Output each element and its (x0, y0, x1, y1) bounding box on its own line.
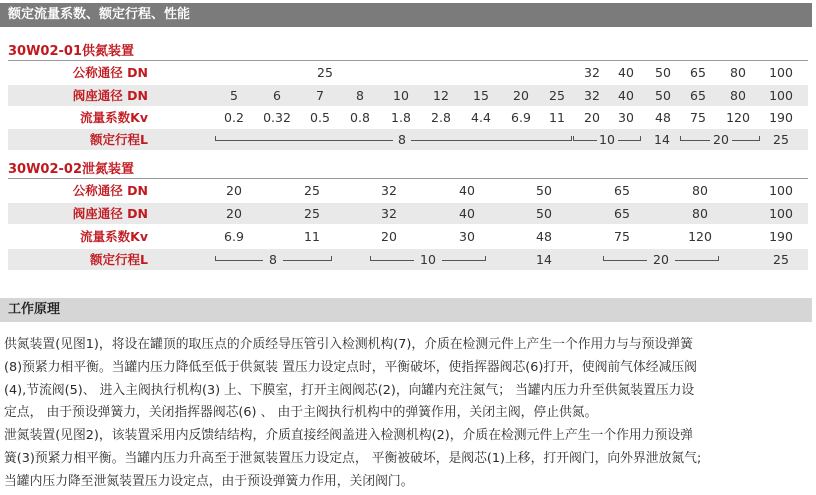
table-cell: 20 (381, 229, 397, 244)
row-label: 公称通径 DN (72, 65, 148, 80)
table-cell: 4.4 (471, 110, 491, 125)
table-cell: 80 (730, 65, 746, 80)
stroke-value: 8 (269, 252, 277, 267)
table-cell: 32 (584, 88, 600, 103)
table-cell: 25 (773, 132, 789, 147)
table-cell: 5 (230, 88, 238, 103)
row-label: 额定行程L (90, 132, 148, 147)
stroke-bracket (215, 129, 572, 150)
table-cell: 20 (513, 88, 529, 103)
table1-top-rule (8, 60, 808, 61)
table-cell: 11 (549, 110, 565, 125)
row-label: 阀座通径 DN (72, 88, 148, 103)
table2-row-seat (8, 203, 808, 224)
table-cell: 30 (459, 229, 475, 244)
table-cell: 100 (769, 88, 793, 103)
table-cell: 190 (769, 229, 793, 244)
section-header-performance: 额定流量系数、额定行程、性能 (0, 3, 812, 27)
stroke-bracket (215, 249, 332, 270)
table-cell: 120 (726, 110, 750, 125)
stroke-bracket (370, 249, 486, 270)
table-cell: 80 (692, 206, 708, 221)
table-cell: 120 (688, 229, 712, 244)
row-label: 流量系数Kv (80, 110, 148, 125)
table2-row-kv (8, 226, 808, 247)
table-cell: 40 (459, 206, 475, 221)
table-cell: 65 (614, 206, 630, 221)
table-cell: 6.9 (224, 229, 244, 244)
table2-top-rule (8, 178, 808, 179)
table-cell: 50 (536, 206, 552, 221)
table-cell: 15 (473, 88, 489, 103)
text-line: 当罐内压力降至泄氮装置压力设定点，由于预设弹簧力作用，关闭阀门。 (4, 473, 414, 489)
table-cell: 50 (536, 183, 552, 198)
table-cell: 8 (356, 88, 364, 103)
table2-row-dn (8, 180, 808, 201)
text-line: (4),节流阀(5)、 进入主阀执行机构(3) 上、下膜室，打开主阀阀芯(2)，向罐内充注氮气； 当罐内压力升至供氮装置压力设 (4, 382, 695, 398)
stroke-value: 20 (713, 132, 729, 147)
table-cell: 40 (618, 65, 634, 80)
principle-text (4, 334, 812, 494)
table-cell: 2.8 (431, 110, 451, 125)
table-cell: 50 (655, 65, 671, 80)
table-cell: 25 (304, 206, 320, 221)
text-line: 簧(3)预紧力相平衡。当罐内压力升高至于泄氮装置压力设定点， 平衡被破坏，是阀芯(1)上移，打开阀门，向外界泄放氮气; (4, 450, 702, 466)
text-line: 泄氮装置(见图2)，该装置采用内反馈结结构，介质直接经阀盖进入检测机构(2)，介质在检测元件上产生一个作用力预设弹 (4, 428, 693, 444)
stroke-value: 10 (420, 252, 436, 267)
table-cell: 48 (536, 229, 552, 244)
table-cell: 100 (769, 65, 793, 80)
table-cell: 40 (459, 183, 475, 198)
stroke-value: 8 (398, 132, 406, 147)
table-cell: 32 (381, 183, 397, 198)
table1-title: 30W02-01供氮装置 (8, 44, 135, 59)
table1-row-kv (8, 107, 808, 128)
table-cell: 32 (584, 65, 600, 80)
table2-title: 30W02-02泄氮装置 (8, 162, 135, 177)
table-cell: 0.32 (263, 110, 291, 125)
stroke-bracket (680, 129, 760, 150)
text-line: 定点， 由于预设弹簧力，关闭指挥器阀芯(6) 、 由于主阀执行机构中的弹簧作用，关闭主阀，停止供氮。 (4, 405, 598, 421)
table-cell: 11 (304, 229, 320, 244)
row-label: 额定行程L (90, 252, 148, 267)
table-cell: 1.8 (391, 110, 411, 125)
table-cell: 32 (381, 206, 397, 221)
table-cell: 14 (536, 252, 552, 267)
table-cell: 20 (226, 206, 242, 221)
table-cell: 25 (317, 65, 333, 80)
table-cell: 100 (769, 206, 793, 221)
row-label: 流量系数Kv (80, 229, 148, 244)
table-cell: 75 (690, 110, 706, 125)
table-cell: 100 (769, 183, 793, 198)
row-label: 公称通径 DN (72, 183, 148, 198)
table-cell: 80 (692, 183, 708, 198)
stroke-bracket (603, 249, 719, 270)
table-cell: 65 (614, 183, 630, 198)
table-cell: 25 (773, 252, 789, 267)
table1-row-stroke (8, 129, 808, 150)
table-cell: 50 (655, 88, 671, 103)
table-cell: 0.8 (350, 110, 370, 125)
stroke-value: 10 (599, 132, 615, 147)
table-cell: 14 (654, 132, 670, 147)
table-cell: 30 (618, 110, 634, 125)
section-header-principle: 工作原理 (0, 298, 812, 322)
table-cell: 20 (584, 110, 600, 125)
table-cell: 48 (655, 110, 671, 125)
table1-row-seat (8, 85, 808, 106)
table-cell: 65 (690, 88, 706, 103)
table-cell: 80 (730, 88, 746, 103)
table-cell: 0.5 (310, 110, 330, 125)
table-cell: 6.9 (511, 110, 531, 125)
table-cell: 40 (618, 88, 634, 103)
table-cell: 65 (690, 65, 706, 80)
text-line: 供氮装置(见图1)，将设在罐顶的取压点的介质经导压管引入检测机构(7)，介质在检测元件上产生一个作用力与与预设弹簧 (4, 337, 693, 352)
stroke-value: 20 (653, 252, 669, 267)
table-cell: 20 (226, 183, 242, 198)
table-cell: 0.2 (224, 110, 244, 125)
text-line: (8)预紧力相平衡。当罐内压力降低至低于供氮装 置压力设定点时，平衡破坏，使指挥器阀芯(6)打开，使阀前气体经减压阀 (4, 359, 697, 375)
table-cell: 25 (549, 88, 565, 103)
table-cell: 7 (316, 88, 324, 103)
table1-row-dn (8, 62, 808, 83)
row-label: 阀座通径 DN (72, 206, 148, 221)
table-cell: 12 (433, 88, 449, 103)
table-cell: 75 (614, 229, 630, 244)
table-cell: 25 (304, 183, 320, 198)
stroke-bracket (573, 129, 641, 150)
table2-row-stroke (8, 249, 808, 270)
table-cell: 190 (769, 110, 793, 125)
table-cell: 10 (393, 88, 409, 103)
table-cell: 6 (273, 88, 281, 103)
